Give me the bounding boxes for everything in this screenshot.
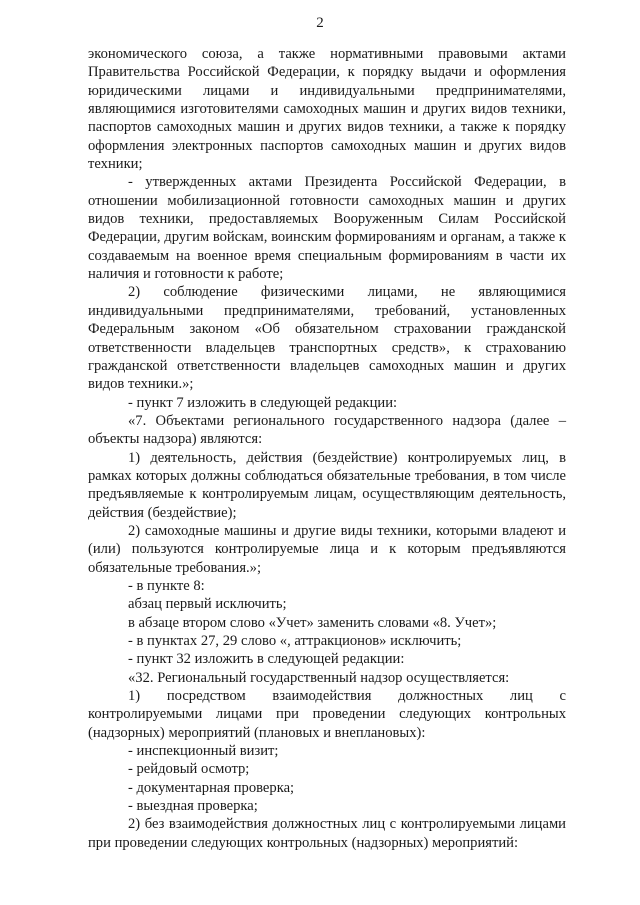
paragraph-point-8-first: абзац первый исключить; xyxy=(128,596,287,613)
paragraph-point-7-intro: - пункт 7 изложить в следующей редакции: xyxy=(128,394,398,411)
paragraph-point-7: «7. Объектами регионального государственного надзора (далее – объекты надзора) являются: xyxy=(88,412,566,448)
list-item-raid-inspection: - рейдовый осмотр; xyxy=(128,761,250,778)
paragraph-interaction-1: 1) посредством взаимодействия должностных лиц с контролируемыми лицами при проведении следующих контрольных (надзорных) мероприятий (плановых и внеплановых): xyxy=(88,688,566,741)
paragraph-objects-2: 2) самоходные машины и другие виды техники, которыми владеют и (или) пользуются контролируемые лица и к которым предъявляются обязательные требования.»; xyxy=(88,522,566,576)
paragraph-interaction-2: 2) без взаимодействия должностных лиц с контролируемыми лицами при проведении следующих контрольных (надзорных) мероприятий: xyxy=(88,816,566,851)
paragraph-point-8-second: в абзаце втором слово «Учет» заменить словами «8. Учет»; xyxy=(128,614,497,631)
paragraph-points-27-29: - в пунктах 27, 29 слово «, аттракционов» исключить; xyxy=(128,633,462,649)
paragraph-item-2: 2) соблюдение физическими лицами, не являющимися индивидуальными предпринимателями, требований, установленных Федеральным законом «Об обязательном страховании гражданской ответственности владельцев транспортных средств», к страхованию гражданской ответственности владельцев самоходных машин и других видов техники.»; xyxy=(88,284,566,393)
list-item-inspection-visit: - инспекционный визит; xyxy=(128,743,279,760)
paragraph-point-32-intro: - пункт 32 изложить в следующей редакции: xyxy=(128,651,405,668)
paragraph-point-32: «32. Региональный государственный надзор осуществляется: xyxy=(128,669,510,686)
paragraph-objects-1: 1) деятельность, действия (бездействие) контролируемых лиц, в рамках которых должны соблюдаться обязательные требования, в том числе предъявляемые к контролируемым лицам, осуществляющим деятельность, действия (бездействие); xyxy=(88,449,566,521)
paragraph-continuation: экономического союза, а также нормативными правовыми актами Правительства Российской Федерации, к порядку выдачи и оформления юридическими лицами и индивидуальными предпринимателями, являющимися изготовителями самоходных машин и других видов техники, паспортов самоходных машин и других видов техники, а также к порядку оформления электронных паспортов самоходных машин и других видов техники; xyxy=(88,46,566,173)
list-item-documentary-check: - документарная проверка; xyxy=(128,779,295,796)
paragraph-presidential-acts: - утвержденных актами Президента Российской Федерации, в отношении мобилизационной готовности самоходных машин и других видов техники, предоставляемых Вооруженным Силам Российской Федерации, другим войскам, воинским формированиям и органам, а также к создаваемым на военное время специальным формированиям в части их наличия и готовности к работе; xyxy=(88,174,566,283)
paragraph-point-8-intro: - в пункте 8: xyxy=(128,577,205,594)
page-number: 2 xyxy=(316,15,324,31)
document-body xyxy=(88,45,566,852)
list-item-field-check: - выездная проверка; xyxy=(128,798,258,815)
